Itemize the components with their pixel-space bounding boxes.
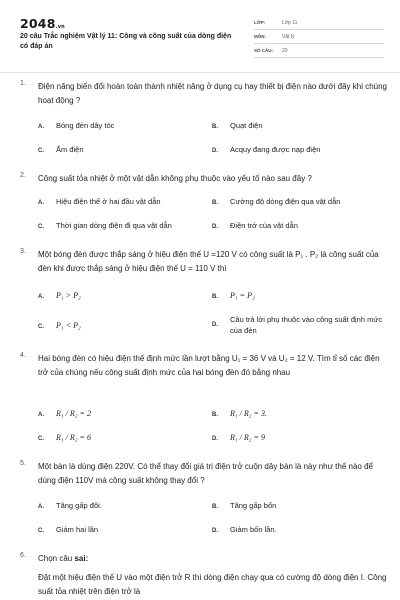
meta-value: Lớp 11 (282, 19, 298, 26)
option-b[interactable] (212, 290, 255, 303)
option-letter: D. (212, 528, 218, 534)
option-text: Tăng gấp bốn (230, 501, 277, 510)
option-text: Ấm điện (56, 145, 84, 154)
option-b[interactable] (212, 408, 267, 421)
option-letter: D. (212, 148, 218, 154)
option-d[interactable] (212, 144, 321, 157)
option-letter: B. (212, 294, 218, 300)
option-letter: B. (212, 412, 218, 418)
option-text: Giảm hai lần (56, 525, 99, 534)
document-header (0, 0, 400, 62)
option-text: R₁ / R₂ = 3. (230, 409, 267, 418)
question-text: Một bàn là dùng điện 220V. Có thể thay đổi giá trị điện trở cuộn dây bàn là này như thế nào để dùng điện 110V mà công suất không thay đổi ? (38, 462, 373, 485)
question-text: Hai bóng đèn có hiệu điện thế định mức lần lượt bằng U₁ = 36 V và U₂ = 12 V. Tìm tỉ số các điện trở của chúng nếu công suất định mức của hai bóng đèn đó bằng nhau (38, 354, 380, 377)
meta-row-subject (254, 30, 384, 44)
option-c[interactable] (38, 432, 91, 445)
question-text: Điện năng biến đổi hoàn toàn thành nhiệt năng ở dụng cụ hay thiết bị điện nào dưới đây khi chúng hoạt động ? (38, 82, 387, 105)
site-logo[interactable] (20, 16, 65, 31)
logo-main: 2048 (20, 16, 56, 31)
meta-row-class (254, 16, 384, 30)
option-d[interactable] (212, 314, 383, 335)
option-letter: C. (38, 324, 44, 330)
question-number: 2. (20, 172, 26, 179)
option-letter: C. (38, 224, 44, 230)
question-text: Công suất tỏa nhiệt ở một vật dẫn không phụ thuộc vào yếu tố nào sau đây ? (38, 174, 312, 183)
option-letter: A. (38, 200, 44, 206)
option-letter: A. (38, 124, 44, 130)
option-letter: A. (38, 294, 44, 300)
question-number: 3. (20, 248, 26, 255)
option-letter: B. (212, 504, 218, 510)
meta-key: LỚP: (254, 20, 266, 25)
option-text: Tăng gấp đôi. (56, 501, 102, 510)
header-divider (0, 72, 400, 73)
option-text: R₁ / R₂ = 2 (56, 409, 91, 418)
question-number: 4. (20, 352, 26, 359)
option-text: Quạt điện (230, 121, 263, 130)
option-letter: C. (38, 436, 44, 442)
option-d[interactable] (212, 432, 265, 445)
meta-value: 20 (282, 47, 288, 54)
option-letter: C. (38, 528, 44, 534)
option-letter: B. (212, 200, 218, 206)
option-letter: C. (38, 148, 44, 154)
option-d[interactable] (212, 524, 277, 537)
question-text: Một bóng đèn được thắp sáng ở hiệu điện thế U =120 V có công suất là P₁ . P₂ là công suất của đèn khi được thắp sáng ở hiệu điện thế U = 110 V thì (38, 250, 379, 273)
option-text: Cường độ dòng điện qua vật dẫn (230, 197, 341, 206)
meta-key: SỐ CÂU: (254, 48, 273, 53)
option-a[interactable] (38, 408, 91, 421)
question-number: 1. (20, 80, 26, 87)
option-c[interactable] (38, 144, 84, 157)
option-text: Giảm bốn lần. (230, 525, 277, 534)
logo-suffix: .vn (55, 24, 65, 30)
option-b[interactable] (212, 120, 263, 133)
question-prefix: Chọn câu (38, 554, 75, 563)
meta-value: Vật lý (282, 33, 295, 40)
question-number: 5. (20, 460, 26, 467)
option-letter: D. (212, 322, 218, 328)
option-b[interactable] (212, 500, 277, 513)
option-letter: A. (38, 504, 44, 510)
option-text: R₁ / R₂ = 6 (56, 433, 91, 442)
meta-table (254, 16, 384, 58)
option-text: P₁ < P₂ (56, 321, 81, 330)
option-a[interactable] (38, 196, 161, 209)
option-text: P₁ = P₂ (230, 291, 255, 300)
question-extra-text: Đặt một hiệu điện thế U vào một điện trở R thì dòng điện chạy qua có cường độ dòng điện I. Công suất tỏa nhiệt trên điện trở là (38, 573, 387, 596)
option-letter: D. (212, 224, 218, 230)
option-text: Bóng đèn dây tóc (56, 121, 115, 130)
meta-row-count (254, 44, 384, 58)
page-title: 20 câu Trắc nghiệm Vật lý 11: Công và công suất của dòng điện có đáp án (20, 33, 232, 50)
question-emphasis: sai: (74, 554, 89, 563)
option-text: P₁ > P₂ (56, 291, 81, 300)
option-text: Acquy đang được nạp điện (230, 145, 321, 154)
option-b[interactable] (212, 196, 341, 209)
option-text: Thời gian dòng điện đi qua vật dẫn (56, 221, 172, 230)
option-letter: A. (38, 412, 44, 418)
option-a[interactable] (38, 120, 115, 133)
option-letter: B. (212, 124, 218, 130)
option-c[interactable] (38, 220, 172, 233)
question-text (38, 552, 388, 566)
option-a[interactable] (38, 290, 81, 303)
option-text: Câu trả lời phụ thuộc vào công suất định mức của đèn (230, 315, 383, 335)
option-text: Điện trở của vật dẫn (230, 221, 298, 230)
option-text: R₁ / R₂ = 9 (230, 433, 265, 442)
option-text: Hiệu điện thế ở hai đầu vật dẫn (56, 197, 161, 206)
option-letter: D. (212, 436, 218, 442)
option-c[interactable] (38, 524, 99, 537)
question-number: 6. (20, 552, 26, 559)
option-c[interactable] (38, 320, 81, 333)
option-d[interactable] (212, 220, 298, 233)
meta-key: MÔN: (254, 34, 266, 39)
option-a[interactable] (38, 500, 102, 513)
